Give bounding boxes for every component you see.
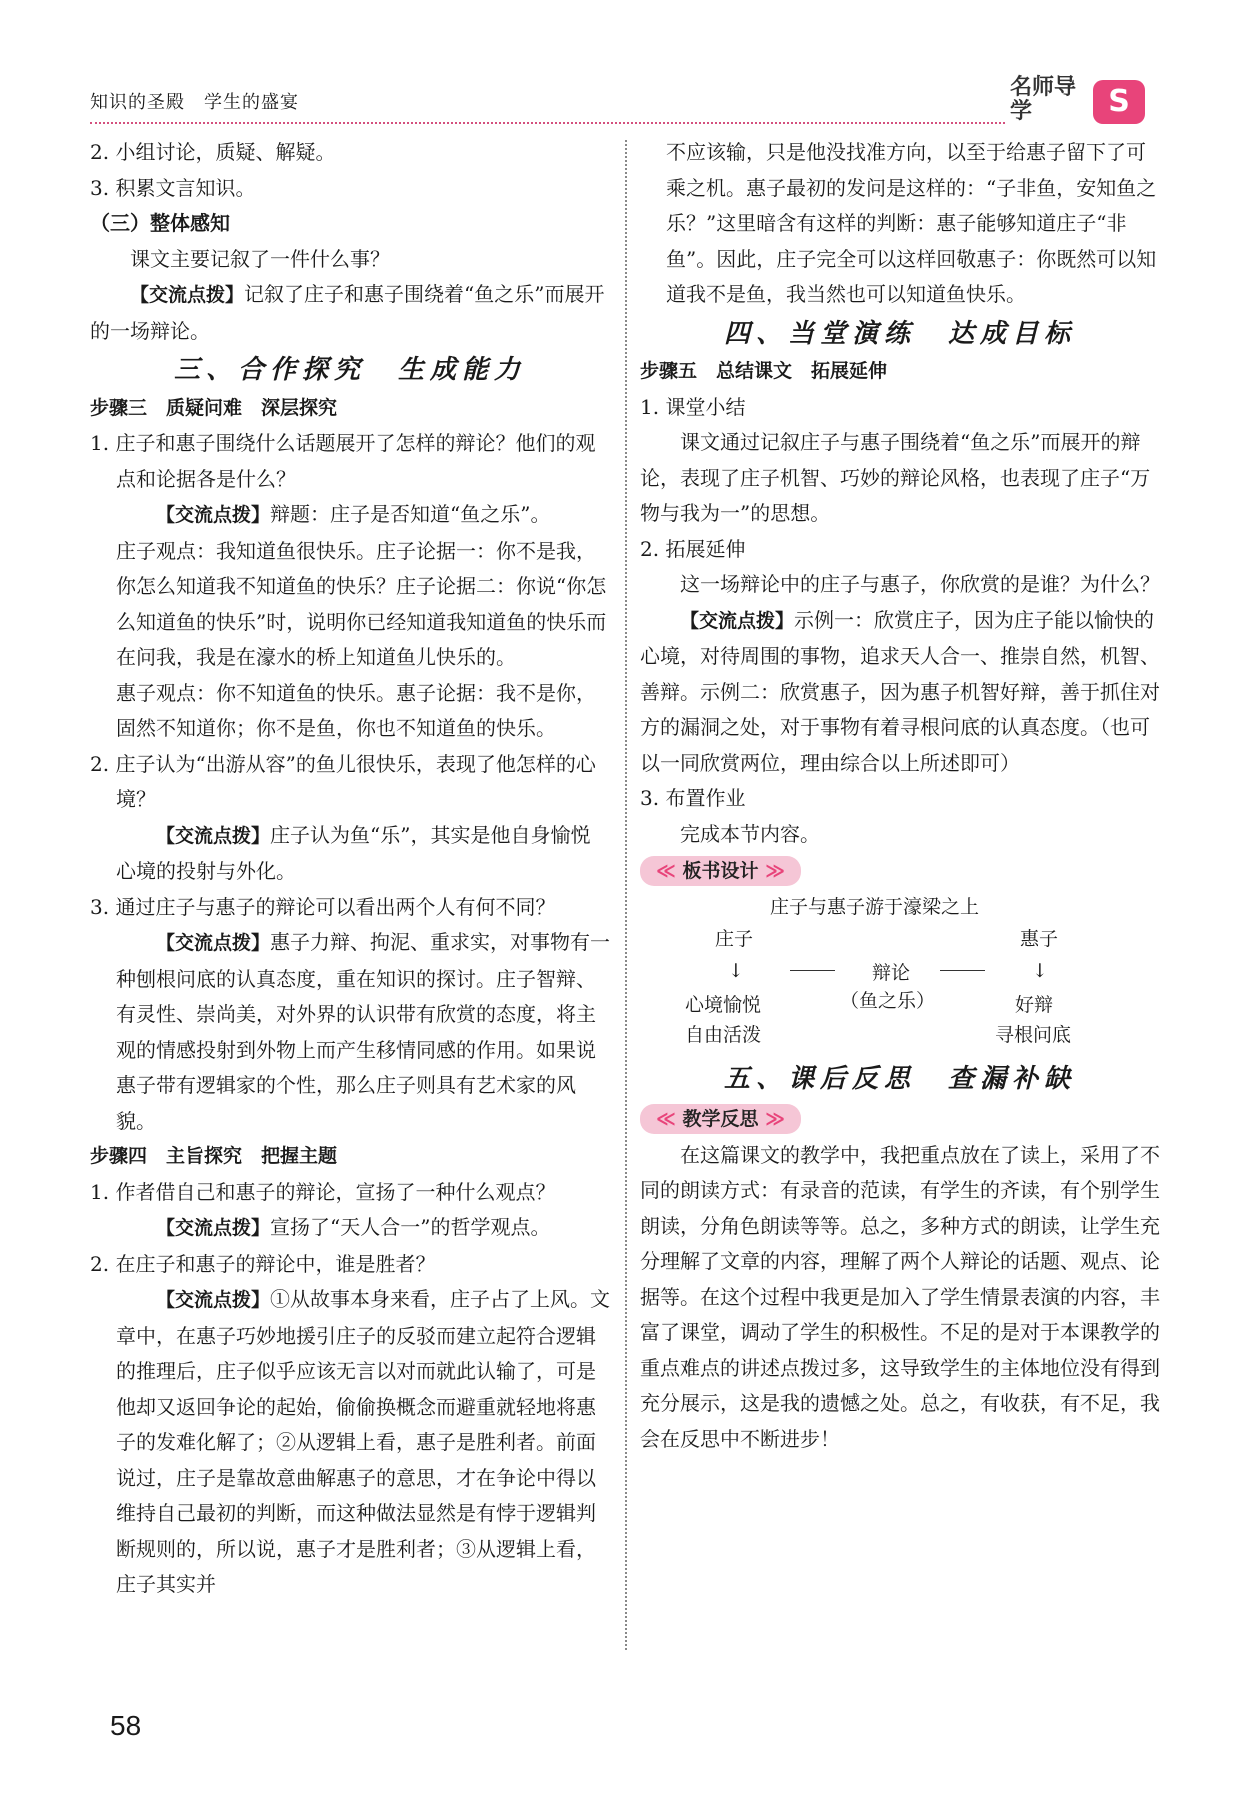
section-title: 三、合作探究 生成能力 (173, 355, 526, 385)
double-arrow-left-icon: ≪ (656, 1107, 683, 1130)
connector-line (790, 970, 835, 971)
reflection-label: ≪ 教学反思 ≫ (640, 1104, 801, 1134)
list-item: 3. 积累文言知识。 (90, 175, 256, 200)
double-arrow-right-icon: ≫ (758, 1107, 786, 1130)
answer-continued: 不应该输，只是他没找准方向，以至于给惠子留下了可乘之机。惠子最初的发问是这样的：“子非鱼，安知鱼之乐？”这里暗含有这样的判断：惠子能够知道庄子“非鱼”。因此，庄子完全可以这样回敬惠子：你既然可以知道我不是鱼，我当然也可以知道鱼快乐。 (666, 140, 1157, 306)
answer: 宣扬了“天人合一”的哲学观点。 (270, 1215, 551, 1239)
board-left-2: 自由活泼 (685, 1024, 762, 1046)
reflection-text: 在这篇课文的教学中，我把重点放在了读上，采用了不同的朗读方式：有录音的范读，有学生的齐读，有个别学生朗读，分角色朗读等等。总之，多种方式的朗读，让学生充分理解了文章的内容，理解了两个人辩论的话题、观点、论据等。在这个过程中我更是加入了学生情景表演的内容，丰富了课堂，调动了学生的积极性。不足的是对于本课教学的重点难点的讲述点拨过多，这导致学生的主体地位没有得到充分展示，这是我的遗憾之处。总之，有收获，有不足，我会在反思中不断进步！ (640, 1142, 1160, 1451)
down-arrow-icon: ↓ (728, 960, 744, 982)
board-title: 庄子与惠子游于濠梁之上 (770, 896, 980, 918)
double-arrow-right-icon: ≫ (758, 860, 786, 882)
section-title: 五、课后反思 查漏补缺 (723, 1064, 1076, 1094)
list-item: 1. 课堂小结 (640, 394, 746, 419)
section-title: 四、当堂演练 达成目标 (723, 318, 1076, 349)
board-center-sub: （鱼之乐） (840, 990, 936, 1012)
board-center: 辩论 (872, 962, 911, 984)
question: 课文主要记叙了一件什么事？ (130, 246, 390, 271)
answer: 记叙了庄子和惠子围绕着“鱼之乐”而展开的一场辩论。 (90, 282, 605, 343)
column-divider (625, 140, 627, 1650)
subsection-title: （三）整体感知 (90, 211, 230, 235)
question: 3. 通过庄子与惠子的辩论可以看出两个人有何不同？ (90, 894, 556, 919)
question: 2. 庄子认为“出游从容”的鱼儿很快乐，表现了他怎样的心境？ (90, 751, 596, 811)
answer-tag: 【交流点拨】 (680, 609, 795, 632)
answer-tag: 【交流点拨】 (156, 504, 271, 526)
page-number: 58 (110, 1710, 142, 1741)
left-column (90, 135, 610, 1603)
answer: 庄子认为鱼“乐”，其实是他自身愉悦心境的投射与外化。 (116, 822, 591, 883)
question: 这一场辩论中的庄子与惠子，你欣赏的是谁？为什么？ (680, 572, 1160, 596)
answer: 惠子力辩、拘泥、重求实，对事物有一种刨根问底的认真态度，重在知识的探讨。庄子智辩、有灵性、崇尚美，对外界的认识带有欣赏的态度，将主观的情感投射到外物上而产生移情同感的作用。如果说惠子带有逻辑家的个性，那么庄子则具有艺术家的风貌。 (116, 930, 611, 1133)
answer: 示例一：欣赏庄子，因为庄子能以愉快的心境，对待周围的事物，追求天人合一、推崇自然，机智、善辩。示例二：欣赏惠子，因为惠子机智好辩，善于抓住对方的漏洞之处，对于事物有着寻根问底的认真态度。（也可以一同欣赏两位，理由综合以上所述即可） (640, 607, 1160, 775)
board-design-label: ≪ 板书设计 ≫ (640, 856, 801, 886)
board-diagram (640, 890, 1160, 1100)
header-slogan: 知识的圣殿 学生的盛宴 (90, 92, 299, 113)
answer: ①从故事本身来看，庄子占了上风。文章中，在惠子巧妙地援引庄子的反驳而建立起符合逻辑的推理后，庄子似乎应该无言以对而就此认输了，可是他却又返回争论的起始，偷偷换概念而避重就轻地将惠子的发难化解了；②从逻辑上看，惠子是胜利者。前面说过，庄子是靠故意曲解惠子的意思，才在争论中得以维持自己最初的判断，而这种做法显然是有悖于逻辑判断规则的，所以说，惠子才是胜利者；③从逻辑上看，庄子其实并 (116, 1287, 611, 1596)
logo-icon: S (1093, 80, 1145, 124)
down-arrow-icon: ↓ (1032, 960, 1048, 982)
list-item: 3. 布置作业 (640, 786, 746, 810)
header-logo: 名师导学 (1010, 75, 1077, 124)
step-title: 步骤五 总结课文 拓展延伸 (640, 360, 888, 382)
answer-tag: 【交流点拨】 (130, 284, 245, 306)
paragraph: 完成本节内容。 (680, 821, 820, 846)
question: 1. 庄子和惠子围绕什么话题展开了怎样的辩论？他们的观点和论据各是什么？ (90, 431, 596, 491)
board-left-1: 心境愉悦 (685, 994, 762, 1016)
answer: 辩题：庄子是否知道“鱼之乐”。 (270, 502, 551, 526)
board-right-1: 好辩 (1015, 994, 1054, 1016)
answer-tag: 【交流点拨】 (156, 932, 271, 954)
answer-tag: 【交流点拨】 (156, 1217, 271, 1239)
step-title: 步骤三 质疑问难 深层探究 (90, 396, 338, 419)
answer-tag: 【交流点拨】 (156, 1289, 271, 1311)
board-right-head: 惠子 (1020, 928, 1059, 950)
list-item: 2. 小组讨论，质疑、解疑。 (90, 140, 336, 164)
right-column (640, 135, 1160, 1457)
connector-line (940, 970, 985, 971)
question: 1. 作者借自己和惠子的辩论，宣扬了一种什么观点？ (90, 1179, 556, 1204)
answer-tag: 【交流点拨】 (156, 824, 271, 847)
step-title: 步骤四 主旨探究 把握主题 (90, 1145, 338, 1167)
answer: 惠子观点：你不知道鱼的快乐。惠子论据：我不是你，固然不知道你；你不是鱼，你也不知道鱼的快乐。 (116, 680, 596, 740)
paragraph: 课文通过记叙庄子与惠子围绕着“鱼之乐”而展开的辩论，表现了庄子机智、巧妙的辩论风格，也表现了庄子“万物与我为一”的思想。 (640, 430, 1151, 525)
list-item: 2. 拓展延伸 (640, 536, 746, 561)
question: 2. 在庄子和惠子的辩论中，谁是胜者？ (90, 1251, 436, 1276)
answer: 庄子观点：我知道鱼很快乐。庄子论据一：你不是我，你怎么知道我不知道鱼的快乐？庄子论据二：你说“你怎么知道鱼的快乐”时，说明你已经知道我知道鱼的快乐而在问我，我是在濠水的桥上知道鱼儿快乐的。 (116, 538, 607, 669)
header-divider (90, 122, 1005, 124)
double-arrow-left-icon: ≪ (656, 860, 683, 882)
board-right-2: 寻根问底 (995, 1024, 1072, 1046)
board-left-head: 庄子 (715, 928, 754, 950)
